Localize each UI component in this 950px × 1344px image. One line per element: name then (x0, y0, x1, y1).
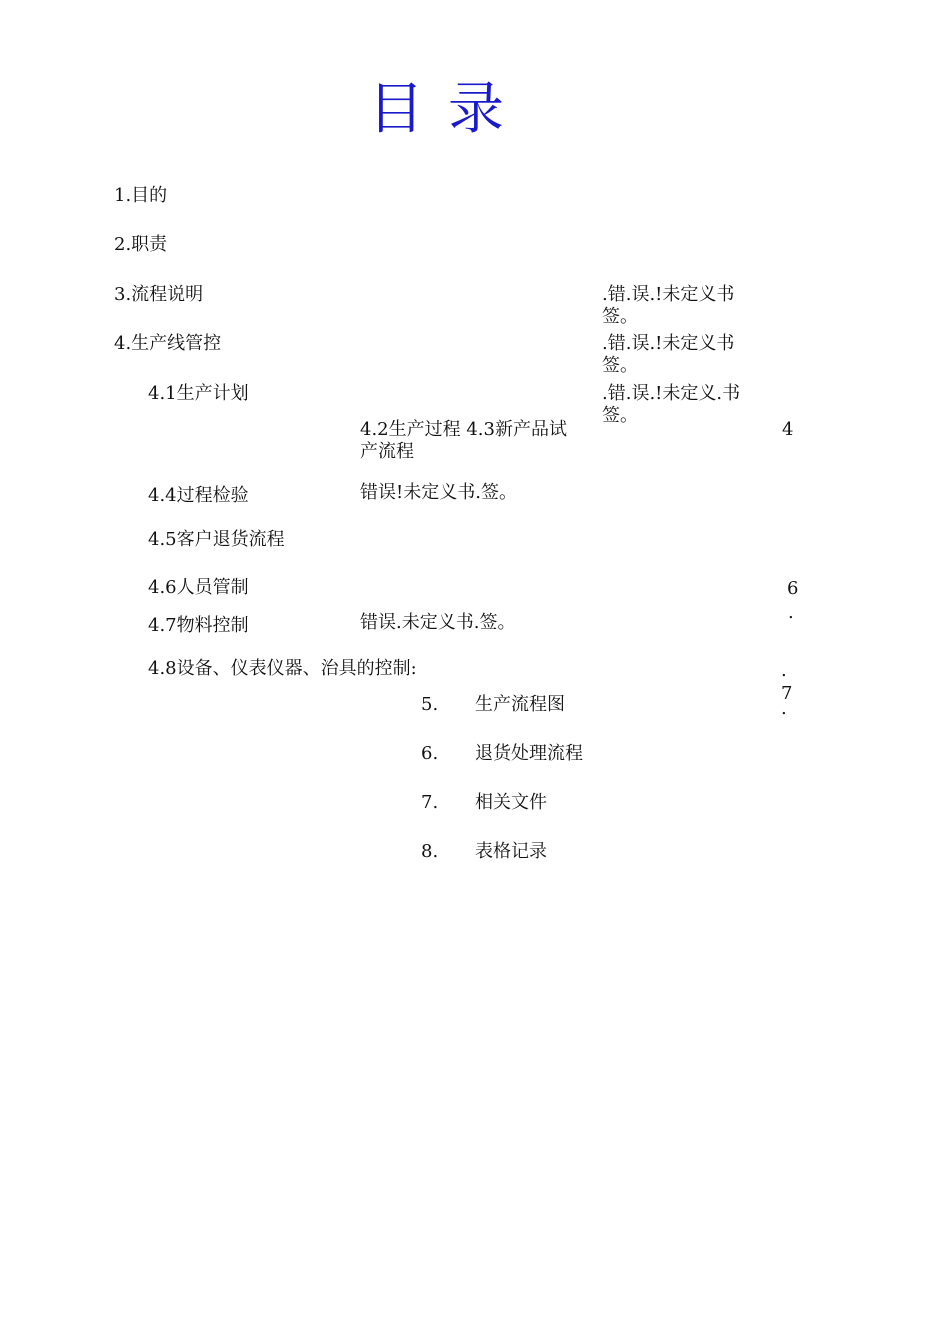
toc-entry-4-4-error-ref: 错误!未定义书.签。 (360, 482, 517, 503)
toc-entry-5-page-dot: . (781, 698, 787, 719)
title-char-2: 录 (448, 77, 504, 142)
toc-entry-5[interactable]: 生产流程图 (475, 694, 565, 715)
toc-entry-4[interactable]: 4.生产线管控 (114, 333, 222, 354)
toc-entry-4-8-page-dot: . (781, 660, 787, 681)
toc-entry-4-8[interactable]: 4.8设备、仪表仪器、治具的控制: (148, 658, 417, 679)
toc-entry-4-2-page-number: 4 (782, 419, 794, 440)
toc-entry-4-6-page-dot: . (788, 602, 794, 623)
toc-entry-4-1[interactable]: 4.1生产计划 (148, 383, 249, 404)
toc-entry-3-error-ref: .错.误.!未定义书签。 (602, 284, 735, 327)
toc-entry-4-6-page-number: 6 (787, 578, 799, 599)
toc-entry-3[interactable]: 3.流程说明 (114, 284, 204, 305)
toc-entry-5-number: 5. (421, 694, 439, 715)
toc-entry-4-4[interactable]: 4.4过程检验 (148, 485, 249, 506)
toc-entry-4-error-ref: .错.误.!未定义书签。 (602, 333, 735, 376)
toc-entry-1[interactable]: 1.目的 (114, 185, 168, 206)
toc-entry-4-5[interactable]: 4.5客户退货流程 (148, 529, 285, 550)
toc-entry-4-6[interactable]: 4.6人员管制 (148, 577, 249, 598)
title-char-1: 目 (368, 77, 424, 142)
toc-entry-7[interactable]: 相关文件 (475, 792, 547, 813)
toc-entry-4-1-error-ref: .错.误.!未定义.书签。 (602, 383, 741, 426)
toc-entry-4-7[interactable]: 4.7物料控制 (148, 615, 249, 636)
toc-entry-8[interactable]: 表格记录 (475, 841, 547, 862)
toc-entry-4-7-error-ref: 错误.未定义书.签。 (360, 612, 516, 633)
toc-entry-2[interactable]: 2.职责 (114, 234, 168, 255)
toc-entry-6-number: 6. (421, 743, 439, 764)
toc-entry-5-page-number: 7 (781, 683, 793, 704)
toc-entry-4-2-4-3[interactable]: 4.2生产过程 4.3新产品试产流程 (360, 419, 567, 462)
toc-entry-7-number: 7. (421, 792, 439, 813)
toc-entry-8-number: 8. (421, 841, 439, 862)
toc-entry-6[interactable]: 退货处理流程 (475, 743, 583, 764)
